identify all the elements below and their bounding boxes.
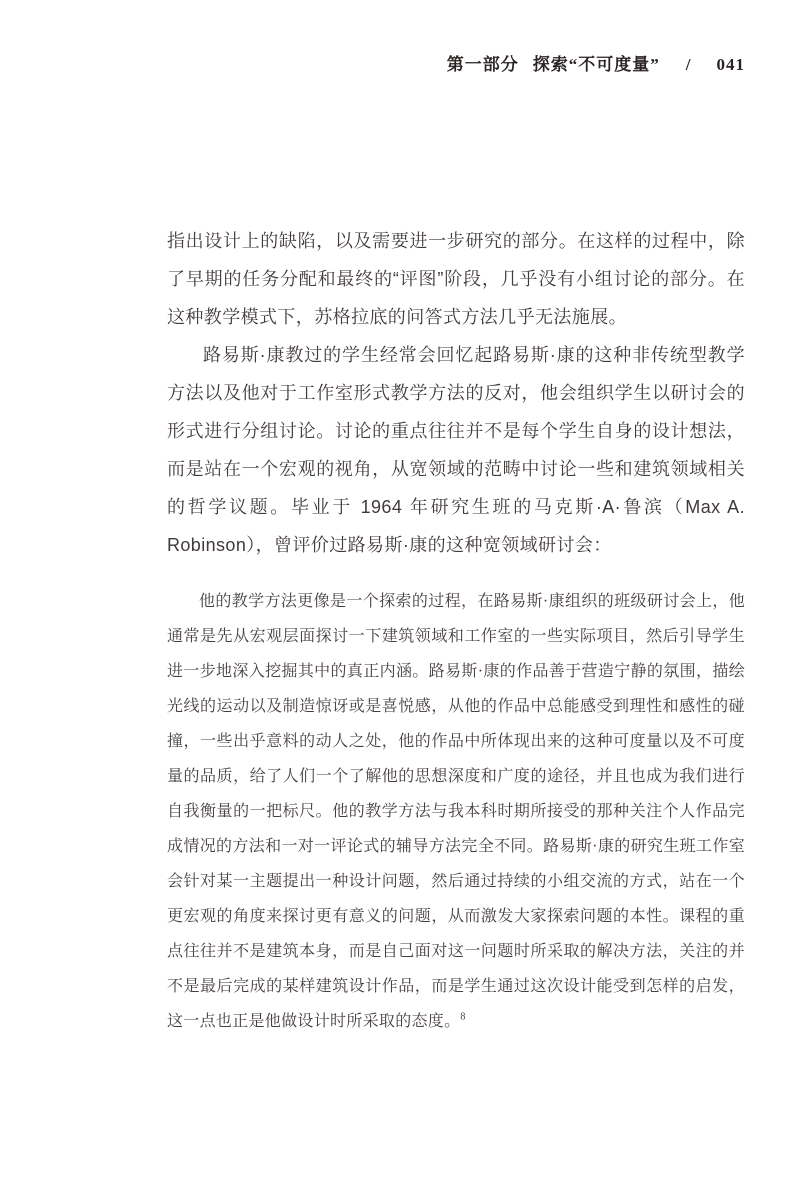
running-head xyxy=(447,54,745,76)
paragraph-continuation: 指出设计上的缺陷，以及需要进一步研究的部分。在这样的过程中，除了早期的任务分配和最终的“评图”阶段，几乎没有小组讨论的部分。在这种教学模式下，苏格拉底的问答式方法几乎无法施展。 xyxy=(167,231,745,327)
block-quote xyxy=(167,584,745,1039)
footnote-marker: 8 xyxy=(460,1011,466,1023)
header-separator: / xyxy=(685,55,691,74)
paragraph-2: 路易斯·康教过的学生经常会回忆起路易斯·康的这种非传统型教学方法以及他对于工作室形式教学方法的反对，他会组织学生以研讨会的形式进行分组讨论。讨论的重点往往并不是每个学生自身的设计想法，而是站在一个宏观的视角，从宽领域的范畴中讨论一些和建筑领域相关的哲学议题。毕业于 1964 年研究生班的马克斯·A·鲁滨（Max A. Robinson），曾评价过路易斯·康的这种宽领域研讨会： xyxy=(167,345,745,555)
chapter-title: 探索“不可度量” xyxy=(532,55,660,74)
part-label: 第一部分 xyxy=(446,55,519,74)
page-number: 041 xyxy=(716,55,745,74)
quote-text: 他的教学方法更像是一个探索的过程，在路易斯·康组织的班级研讨会上，他通常是先从宏观层面探讨一下建筑领域和工作室的一些实际项目，然后引导学生进一步地深入挖掘其中的真正内涵。路易斯·康的作品善于营造宁静的氛围，描绘光线的运动以及制造惊讶或是喜悦感，从他的作品中总能感受到理性和感性的碰撞，一些出乎意料的动人之处，他的作品中所体现出来的这种可度量以及不可度量的品质，给了人们一个了解他的思想深度和广度的途径，并且也成为我们进行自我衡量的一把标尺。他的教学方法与我本科时期所接受的那种关注个人作品完成情况的方法和一对一评论式的辅导方法完全不同。路易斯·康的研究生班工作室会针对某一主题提出一种设计问题，然后通过持续的小组交流的方式，站在一个更宏观的角度来探讨更有意义的问题，从而激发大家探索问题的本性。课程的重点往往并不是建筑本身，而是自己面对这一问题时所采取的解决方法，关注的并不是最后完成的某样建筑设计作品，而是学生通过这次设计能受到怎样的启发，这一点也正是他做设计时所采取的态度。 xyxy=(167,593,745,1030)
text-column xyxy=(167,222,745,1039)
